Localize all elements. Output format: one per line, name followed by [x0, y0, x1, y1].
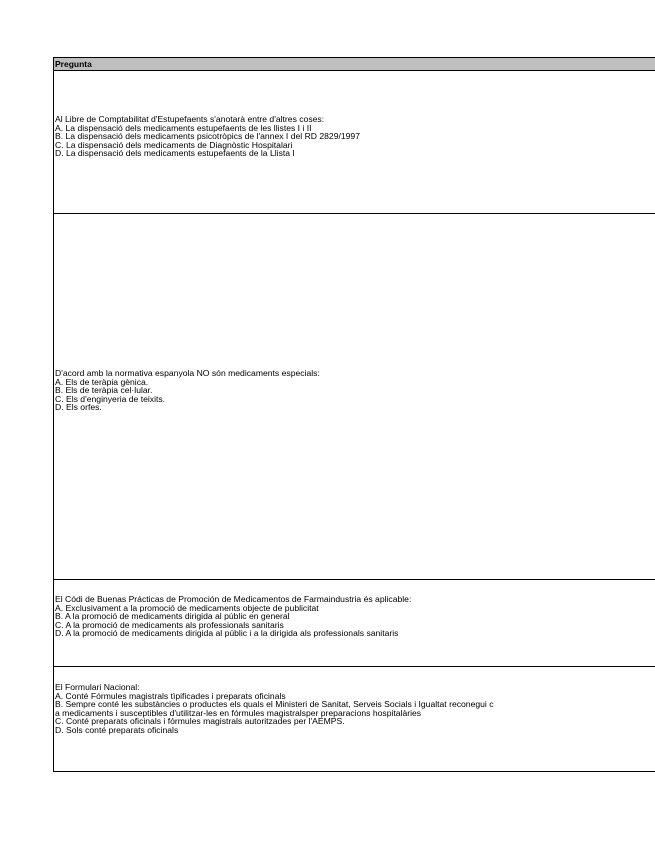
- table-row: [54, 667, 655, 772]
- answer-option-d: D. A la promoció de medicaments dirigida al públic i a la dirigida als professionals sanitaris: [55, 628, 399, 639]
- answer-option-a: A. Exclusivament a la promoció de medicaments objecte de publicitat: [55, 602, 319, 613]
- question-text: [55, 115, 655, 158]
- answer-option-d: D. La dispensació dels medicaments estupefaents de la Llista I: [55, 148, 295, 159]
- question-text: [55, 595, 655, 638]
- answer-option-c: C. Els d'enginyeria de teixits.: [55, 393, 166, 404]
- answer-option-b: B. Els de teràpia cel·lular.: [55, 385, 153, 396]
- answer-option-c: C. Conté preparats oficinals i fórmules magistrals autoritzades per l'AEMPS.: [55, 716, 345, 727]
- question-stem: D'acord amb la normativa espanyola NO són medicaments especials:: [55, 368, 320, 378]
- answer-option-c: C. La dispensació dels medicaments de Diagnòstic Hospitalari: [55, 139, 293, 150]
- answer-option-a: A. Els de teràpia gènica.: [55, 376, 149, 387]
- table-row: [54, 580, 655, 667]
- answer-option-c: C. A la promoció de medicaments als professionals sanitaris: [55, 619, 284, 630]
- table-row: [54, 214, 655, 580]
- answer-option-b-continued: a medicaments i susceptibles d'utilitzar-les en fórmules magistralsper preparacions hospitalàries: [55, 707, 422, 718]
- answer-option-d: D. Els orfes.: [55, 402, 102, 413]
- question-stem: Al Libre de Comptabilitat d'Estupefaents s'anotarà entre d'altres coses:: [55, 114, 325, 124]
- question-table: [53, 57, 655, 772]
- question-text: [55, 683, 655, 735]
- question-stem: El Formulari Nacional:: [55, 682, 140, 692]
- answer-option-a: A. La dispensació dels medicaments estupefaents de les llistes I i II: [55, 122, 312, 133]
- question-stem: El Códi de Buenas Prácticas de Promoción de Medicamentos de Farmaindustria és aplicable:: [55, 594, 412, 604]
- answer-option-b: B. A la promoció de medicaments dirigida al públic en general: [55, 611, 290, 622]
- answer-option-b: B. La dispensació dels medicaments psicotròpics de l'annex I del RD 2829/1997: [55, 131, 360, 142]
- question-text: [55, 369, 655, 412]
- answer-option-d: D. Sols conté preparats oficinals: [55, 724, 179, 735]
- table-row: [54, 71, 655, 214]
- answer-option-b: B. Sempre conté les substàncies o productes els quals el Ministeri de Sanitat, Serveis Socials i Igualtat reconegui c: [55, 699, 494, 710]
- answer-option-a: A. Conté Fórmules magistrals tìpificades i preparats oficinals: [55, 690, 286, 701]
- column-header-pregunta: Pregunta: [54, 58, 655, 71]
